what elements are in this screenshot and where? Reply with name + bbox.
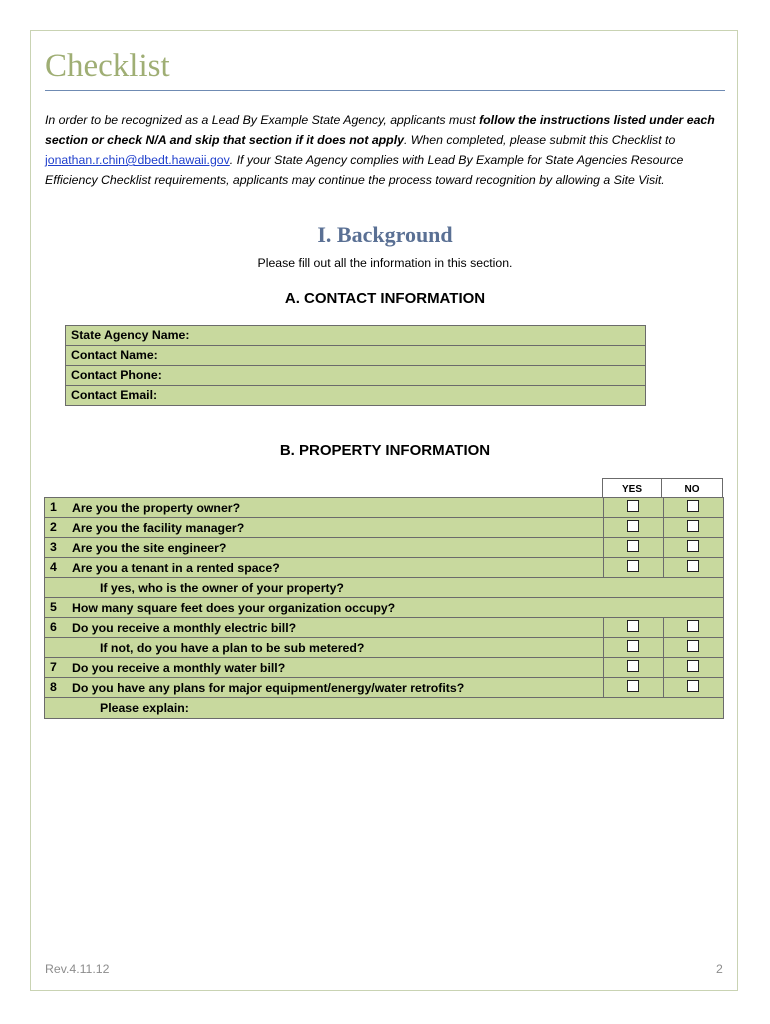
- contact-field-name[interactable]: Contact Name:: [66, 346, 645, 366]
- yes-checkbox[interactable]: [627, 620, 639, 632]
- no-checkbox[interactable]: [687, 560, 699, 572]
- no-checkbox[interactable]: [687, 620, 699, 632]
- no-checkbox[interactable]: [687, 640, 699, 652]
- yes-cell: [603, 677, 663, 697]
- intro-text-3: . If your State Agency complies with Lead By Example for State Agencies Resource Efficiency Checklist requirements, applicants may continue the process toward recognition by allowing a Site Visit.: [45, 153, 684, 187]
- intro-text-1: In order to be recognized as a Lead By Example State Agency, applicants must: [45, 113, 480, 127]
- no-checkbox[interactable]: [687, 680, 699, 692]
- question-text: Are you the site engineer?: [72, 541, 227, 555]
- question-text: How many square feet does your organization occupy?: [72, 601, 396, 615]
- question-number: 4: [50, 560, 57, 574]
- no-cell: [663, 497, 723, 517]
- email-link[interactable]: jonathan.r.chin@dbedt.hawaii.gov: [45, 153, 230, 167]
- yes-cell: [603, 497, 663, 517]
- page-title: Checklist: [45, 48, 170, 84]
- question-number: 8: [50, 680, 57, 694]
- question-followup-row: [45, 638, 723, 658]
- yes-checkbox[interactable]: [627, 520, 639, 532]
- intro-text-2: . When completed, please submit this Checklist to: [403, 133, 676, 147]
- question-followup-row[interactable]: [45, 698, 723, 718]
- section-heading: I. Background: [317, 222, 453, 247]
- question-row: [45, 678, 723, 698]
- yes-checkbox[interactable]: [627, 560, 639, 572]
- yes-cell: [603, 517, 663, 537]
- no-checkbox[interactable]: [687, 540, 699, 552]
- question-number: 2: [50, 520, 57, 534]
- question-text: Are you the facility manager?: [72, 521, 245, 535]
- no-cell: [663, 617, 723, 637]
- yes-cell: [603, 617, 663, 637]
- yes-cell: [603, 537, 663, 557]
- question-row: [45, 498, 723, 518]
- contact-info-table: [65, 325, 646, 406]
- section-instructions: Please fill out all the information in this section.: [257, 256, 513, 270]
- no-cell: [663, 517, 723, 537]
- contact-field-phone[interactable]: Contact Phone:: [66, 366, 645, 386]
- no-cell: [663, 637, 723, 657]
- property-info-heading: B. PROPERTY INFORMATION: [279, 442, 491, 459]
- property-info-table: [44, 497, 724, 719]
- intro-instruction-bold: follow the instructions listed under each section or check N/A and skip that section if it does not apply: [45, 113, 715, 147]
- yes-checkbox[interactable]: [627, 680, 639, 692]
- yes-column-header: YES: [602, 478, 662, 497]
- no-checkbox[interactable]: [687, 660, 699, 672]
- yes-checkbox[interactable]: [627, 540, 639, 552]
- question-text: Do you receive a monthly electric bill?: [72, 621, 297, 635]
- contact-field-agency[interactable]: State Agency Name:: [66, 326, 645, 346]
- page-number: 2: [716, 962, 723, 976]
- intro-paragraph: [45, 110, 730, 190]
- contact-field-email[interactable]: Contact Email:: [66, 386, 645, 405]
- yes-cell: [603, 557, 663, 577]
- no-checkbox[interactable]: [687, 500, 699, 512]
- question-text: Are you a tenant in a rented space?: [72, 561, 280, 575]
- question-row: [45, 518, 723, 538]
- no-cell: [663, 657, 723, 677]
- yes-checkbox[interactable]: [627, 500, 639, 512]
- question-followup-row[interactable]: [45, 578, 723, 598]
- no-cell: [663, 537, 723, 557]
- question-row: [45, 618, 723, 638]
- question-text: Do you receive a monthly water bill?: [72, 661, 286, 675]
- question-text: If yes, who is the owner of your property?: [100, 581, 344, 595]
- contact-info-heading: A. CONTACT INFORMATION: [284, 290, 486, 307]
- yes-cell: [603, 637, 663, 657]
- question-text: If not, do you have a plan to be sub metered?: [100, 641, 365, 655]
- title-divider: [45, 90, 725, 91]
- question-row: [45, 538, 723, 558]
- question-number: 6: [50, 620, 57, 634]
- question-row: [45, 658, 723, 678]
- question-row[interactable]: [45, 598, 723, 618]
- question-number: 5: [50, 600, 57, 614]
- question-text: Are you the property owner?: [72, 501, 241, 515]
- no-cell: [663, 557, 723, 577]
- question-number: 7: [50, 660, 57, 674]
- question-number: 1: [50, 500, 57, 514]
- revision-label: Rev.4.11.12: [45, 962, 110, 976]
- yes-checkbox[interactable]: [627, 660, 639, 672]
- question-number: 3: [50, 540, 57, 554]
- yes-cell: [603, 657, 663, 677]
- no-cell: [663, 677, 723, 697]
- question-text: Do you have any plans for major equipment/energy/water retrofits?: [72, 681, 465, 695]
- question-row: [45, 558, 723, 578]
- question-text: Please explain:: [100, 701, 189, 715]
- yes-checkbox[interactable]: [627, 640, 639, 652]
- no-checkbox[interactable]: [687, 520, 699, 532]
- no-column-header: NO: [662, 478, 723, 497]
